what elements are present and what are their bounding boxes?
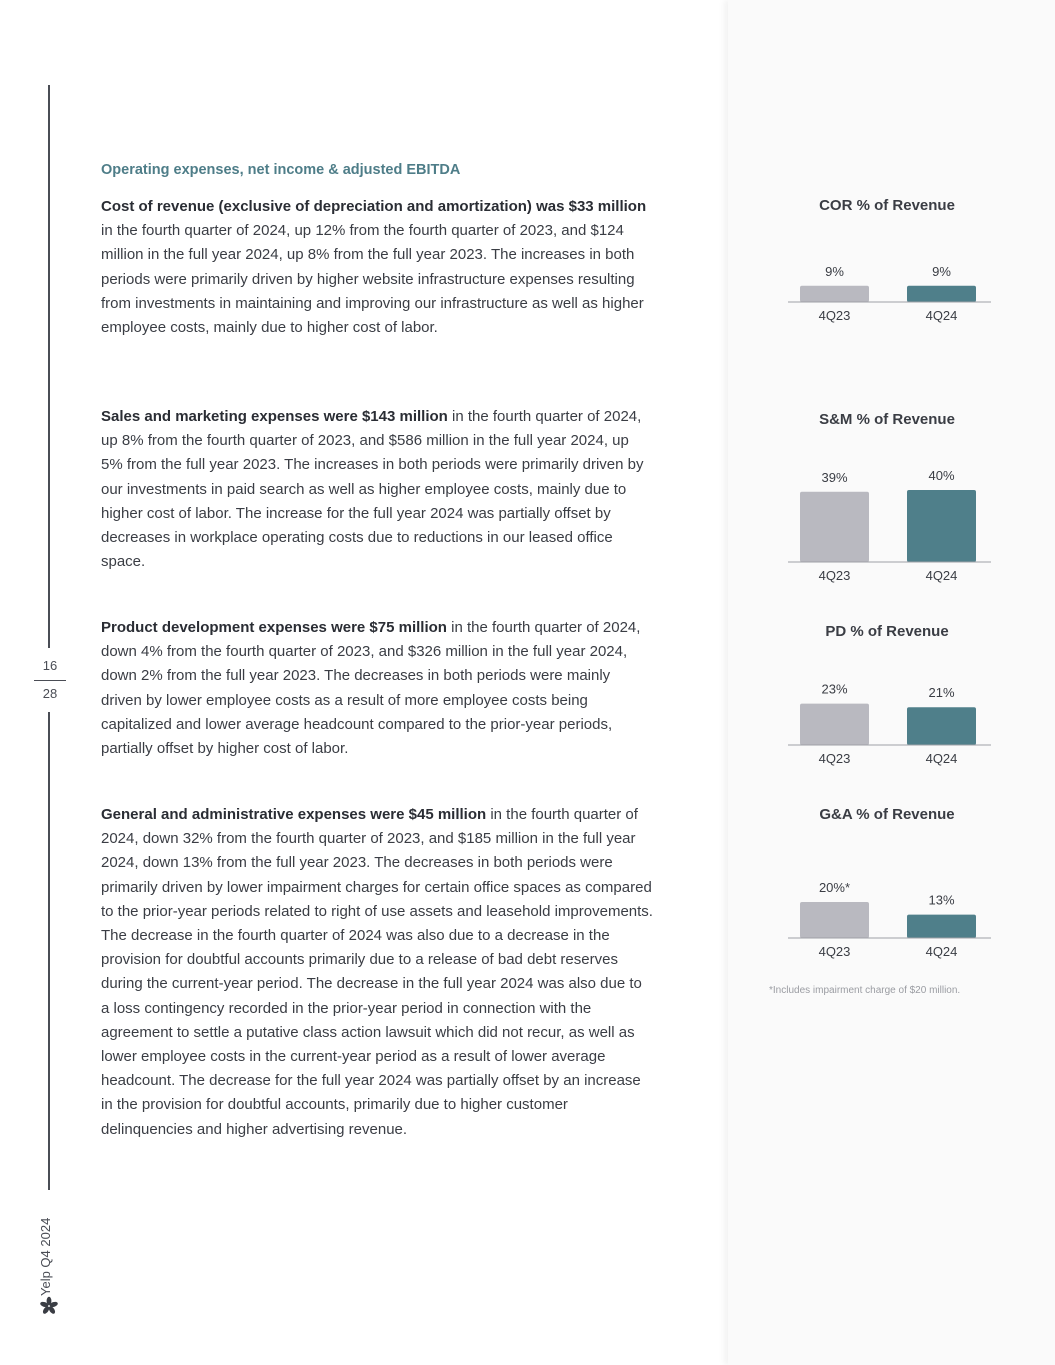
page-number-divider xyxy=(34,680,66,681)
chart-ga xyxy=(770,799,1010,969)
bar-4q24 xyxy=(907,707,976,745)
category-label: 4Q24 xyxy=(925,751,958,766)
bar-4q24 xyxy=(907,286,976,302)
bar-4q24 xyxy=(907,915,976,938)
value-label: 21% xyxy=(928,685,955,701)
value-label: 40% xyxy=(928,468,955,483)
document-label: Yelp Q4 2024 xyxy=(38,1217,53,1296)
chart-title: G&A % of Revenue xyxy=(819,806,955,823)
value-label: 9% xyxy=(932,263,951,279)
category-label: 4Q23 xyxy=(818,568,851,583)
value-label: 23% xyxy=(821,681,848,697)
chart-title: S&M % of Revenue xyxy=(819,411,955,428)
total-page-number: 28 xyxy=(42,686,58,701)
paragraph-lead: General and administrative expenses were $45 million xyxy=(101,806,487,823)
category-label: 4Q24 xyxy=(925,568,958,583)
paragraph-lead: Sales and marketing expenses were $143 million xyxy=(101,408,448,425)
category-label: 4Q23 xyxy=(818,944,851,959)
chart-footnote: *Includes impairment charge of $20 million. xyxy=(769,985,961,996)
section-title: Operating expenses, net income & adjusted EBITDA xyxy=(101,162,461,178)
paragraph-product-development xyxy=(101,616,653,761)
chart-title: COR % of Revenue xyxy=(819,197,955,214)
value-label: 39% xyxy=(821,469,848,485)
chart-sm xyxy=(770,404,1010,594)
paragraph-cost-of-revenue xyxy=(101,195,653,340)
yelp-burst-logo-icon xyxy=(39,1296,59,1316)
bar-4q23 xyxy=(800,492,869,562)
rail-line-top xyxy=(48,85,50,648)
current-page-number: 16 xyxy=(42,658,58,673)
bar-4q23 xyxy=(800,704,869,745)
paragraph-body: in the fourth quarter of 2024, up 12% from the fourth quarter of 2023, and $124 million in the full year 2024, up 8% from the full year 2023. The increases in both periods were primarily driven by higher website infrastructure expenses resulting from investments in maintaining and improving our infrastructure as well as higher employee costs, mainly due to higher cost of labor. xyxy=(101,222,644,337)
paragraph-lead: Product development expenses were $75 million xyxy=(101,619,447,636)
value-label: 13% xyxy=(928,892,955,908)
paragraph-lead: Cost of revenue (exclusive of depreciation and amortization) was $33 million xyxy=(101,198,647,215)
paragraph-body: in the fourth quarter of 2024, up 8% from the fourth quarter of 2023, and $586 million in the full year 2024, up 5% from the full year 2023. The increases in both periods were primarily driven by our investments in paid search as well as higher employee costs, mainly due to higher cost of labor. The increase for the full year 2024 was partially offset by decreases in workplace operating costs due to reductions in our leased office space. xyxy=(101,408,644,571)
rail-line-bottom xyxy=(48,712,50,1190)
value-label: 20%* xyxy=(818,880,851,895)
paragraph-body: in the fourth quarter of 2024, down 32% from the fourth quarter of 2023, and $185 million in the full year 2024, down 13% from the full year 2023. The decreases in both periods were primarily driven by lower impairment charges for certain office spaces as compared to the prior-year periods related to right of use assets and leasehold improvements. The decrease in the fourth quarter of 2024 was also due to a decrease in the provision for doubtful accounts primarily due to a release of bad debt reserves during the current-year period. The decrease in the full year 2024 was also due to a loss contingency recorded in the prior-year period in connection with the agreement to settle a putative class action lawsuit which did not recur, as well as lower employee costs in the current-year period as a result of lower average headcount. The decrease for the full year 2024 was partially offset by an increase in the provision for doubtful accounts, primarily due to higher customer delinquencies and higher advertising revenue. xyxy=(101,806,653,1138)
category-label: 4Q23 xyxy=(818,751,851,766)
bar-4q23 xyxy=(800,286,869,302)
bar-4q24 xyxy=(907,490,976,562)
category-label: 4Q24 xyxy=(925,944,958,959)
chart-pd xyxy=(770,616,1010,776)
category-label: 4Q24 xyxy=(925,308,958,323)
paragraph-sales-marketing xyxy=(101,405,653,574)
paragraph-body: in the fourth quarter of 2024, down 4% from the fourth quarter of 2023, and $326 million in the full year 2024, down 2% from the full year 2023. The decreases in both periods were mainly driven by lower employee costs as a result of more employee costs being capitalized and lower average headcount compared to the prior-year periods, partially offset by higher cost of labor. xyxy=(101,619,641,758)
bar-4q23 xyxy=(800,902,869,938)
value-label: 9% xyxy=(825,263,844,279)
category-label: 4Q23 xyxy=(818,308,851,323)
chart-title: PD % of Revenue xyxy=(825,623,949,640)
paragraph-general-admin xyxy=(101,803,653,1142)
chart-cor xyxy=(770,190,1010,340)
